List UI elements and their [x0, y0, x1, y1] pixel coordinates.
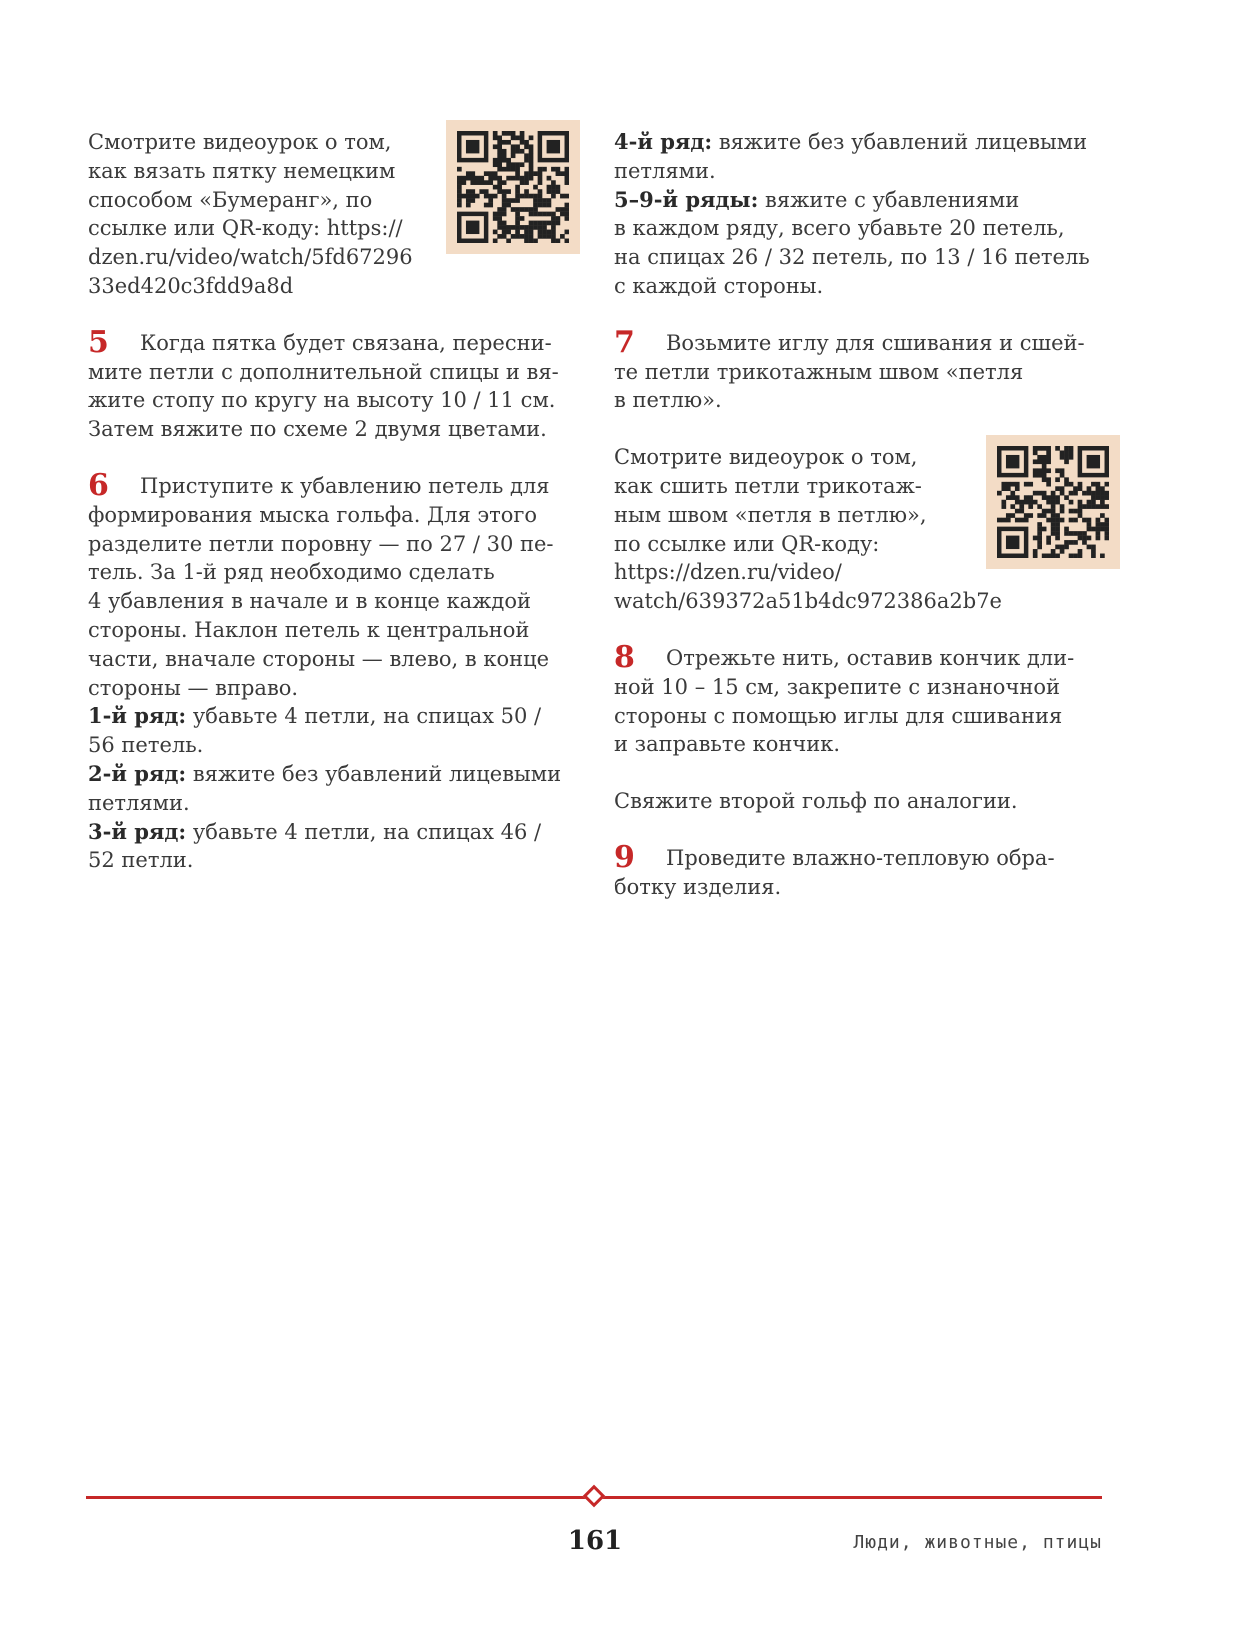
text-line: стороны — вправо.: [88, 675, 299, 700]
qr-code-seam[interactable]: [986, 435, 1120, 569]
qr-code-icon: [457, 131, 569, 243]
text-line: способом «Бумеранг», по: [88, 187, 373, 212]
row-label: 5–9-й ряды:: [614, 186, 759, 212]
section-title: Люди, животные, птицы: [853, 1532, 1102, 1553]
text-line: жите стопу по кругу на высоту 10 / 11 см.: [88, 388, 556, 413]
qr-code-heel[interactable]: [446, 120, 580, 254]
step-7: [614, 324, 1114, 415]
text-line: вяжите с убавлениями: [765, 187, 1020, 212]
qr-code-icon: [997, 446, 1109, 558]
text-line: части, вначале стороны — влево, в конце: [88, 646, 550, 671]
text-line: разделите петли поровну — по 27 / 30 пе-: [88, 531, 554, 556]
text-line: стороны с помощью иглы для сшивания: [614, 703, 1063, 728]
step-number: 7: [614, 324, 635, 360]
text-line: Отрежьте нить, оставив кончик дли-: [666, 645, 1075, 670]
step-number: 8: [614, 639, 635, 675]
video-note-seam: [614, 443, 1114, 616]
text-line: Приступите к убавлению петель для: [140, 473, 550, 498]
row-label: 1-й ряд:: [88, 703, 187, 729]
link-line[interactable]: https://dzen.ru/video/: [614, 560, 842, 585]
link-line[interactable]: watch/639372a51b4dc972386a2b7e: [614, 589, 1002, 614]
link-line[interactable]: 33ed420c3fdd9a8d: [88, 273, 294, 298]
text-line: убавьте 4 петли, на спицах 46 /: [192, 819, 542, 844]
link-line[interactable]: dzen.ru/video/watch/5fd67296: [88, 245, 413, 270]
text-line: на спицах 26 / 32 петель, по 13 / 16 петель: [614, 245, 1090, 270]
step-number: 9: [614, 839, 635, 875]
text-line: убавьте 4 петли, на спицах 50 /: [192, 704, 542, 729]
left-column: [88, 128, 580, 875]
text-line: с каждой стороны.: [614, 273, 824, 298]
text-line: как сшить петли трикотаж-: [614, 473, 922, 498]
text-line: 52 петли.: [88, 848, 194, 873]
right-column: [614, 128, 1114, 902]
page-number: 161: [567, 1526, 623, 1556]
text-line: в каждом ряду, всего убавьте 20 петель,: [614, 216, 1065, 241]
row-label: 2-й ряд:: [88, 760, 187, 786]
video-note-heel: [88, 128, 580, 301]
text-line: и заправьте кончик.: [614, 732, 841, 757]
text-line: ботку изделия.: [614, 874, 782, 899]
text-line: ным швом «петля в петлю»,: [614, 502, 927, 527]
link-line[interactable]: ссылке или QR-коду: https://: [88, 216, 403, 241]
row-label: 4-й ряд:: [614, 129, 713, 154]
text-line: 56 петель.: [88, 733, 204, 758]
text-line: вяжите без убавлений лицевыми: [718, 130, 1088, 154]
text-line: формирования мыска гольфа. Для этого: [88, 502, 538, 527]
text-line: Смотрите видеоурок о том,: [614, 445, 918, 470]
step-number: 5: [88, 324, 109, 360]
step-9: [614, 839, 1114, 902]
text-line: в петлю».: [614, 388, 722, 413]
text-line: вяжите без убавлений лицевыми: [192, 761, 562, 786]
step-5: [88, 324, 580, 444]
footer-ornament-icon: [583, 1485, 606, 1508]
step-6: [88, 467, 580, 875]
text-line: петлями.: [614, 158, 716, 183]
text-line: стороны. Наклон петель к центральной: [88, 617, 530, 642]
step-8: [614, 639, 1114, 759]
text-line: тель. За 1-й ряд необходимо сделать: [88, 560, 495, 585]
text-line: Когда пятка будет связана, пересни-: [140, 330, 552, 355]
text-line: петлями.: [88, 790, 190, 815]
text-line: Возьмите иглу для сшивания и сшей-: [666, 330, 1085, 355]
rows-4-9: [614, 128, 1114, 301]
text-line: Затем вяжите по схеме 2 двумя цветами.: [88, 417, 547, 442]
text-line: мите петли с дополнительной спицы и вя-: [88, 359, 559, 384]
text-line: ной 10 – 15 см, закрепите с изнаночной: [614, 674, 1060, 699]
text-line: 4 убавления в начале и в конце каждой: [88, 589, 531, 614]
text-line: Проведите влажно-тепловую обра-: [666, 845, 1055, 870]
text-line: те петли трикотажным швом «петля: [614, 359, 1024, 384]
second-golf-note: Свяжите второй гольф по аналогии.: [614, 789, 1018, 814]
row-label: 3-й ряд:: [88, 818, 187, 844]
text-line: Смотрите видеоурок о том,: [88, 130, 392, 154]
text-line: по ссылке или QR-коду:: [614, 531, 880, 556]
step-number: 6: [88, 467, 109, 503]
text-line: как вязать пятку немецким: [88, 158, 396, 183]
